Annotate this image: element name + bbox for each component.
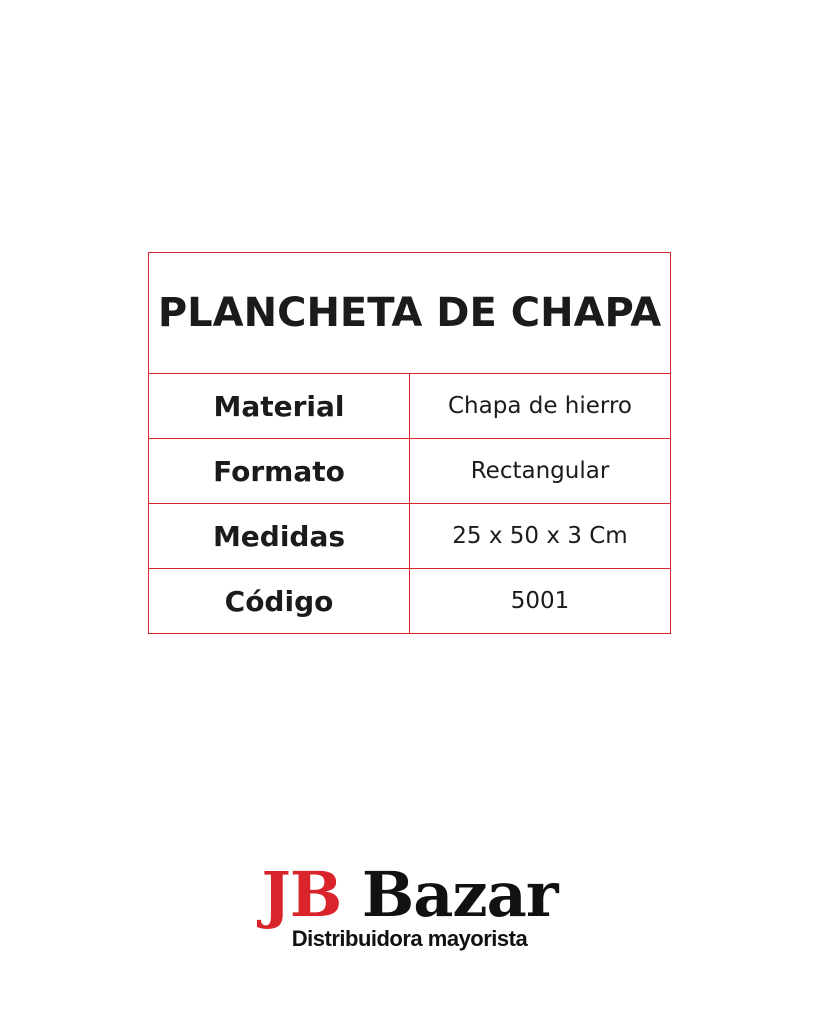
row-value: Chapa de hierro: [410, 374, 671, 439]
brand-name: [0, 860, 819, 930]
brand-jb: JB: [261, 858, 342, 931]
table-title-cell: [149, 253, 671, 374]
product-title: PLANCHETA DE CHAPA: [157, 290, 662, 336]
brand-tagline: Distribuidora mayorista: [291, 926, 528, 951]
table-row-material: [149, 374, 671, 439]
table-row-codigo: [149, 569, 671, 634]
brand-bazar: Bazar: [361, 858, 558, 931]
row-value: Rectangular: [410, 439, 671, 504]
table-row-medidas: [149, 504, 671, 569]
row-label: Formato: [149, 439, 410, 504]
row-label: Material: [149, 374, 410, 439]
row-label: Código: [149, 569, 410, 634]
product-spec-table: [148, 252, 671, 634]
row-label: Medidas: [149, 504, 410, 569]
row-value: 5001: [410, 569, 671, 634]
table-row-formato: [149, 439, 671, 504]
brand-logo: [0, 860, 819, 952]
row-value: 25 x 50 x 3 Cm: [410, 504, 671, 569]
